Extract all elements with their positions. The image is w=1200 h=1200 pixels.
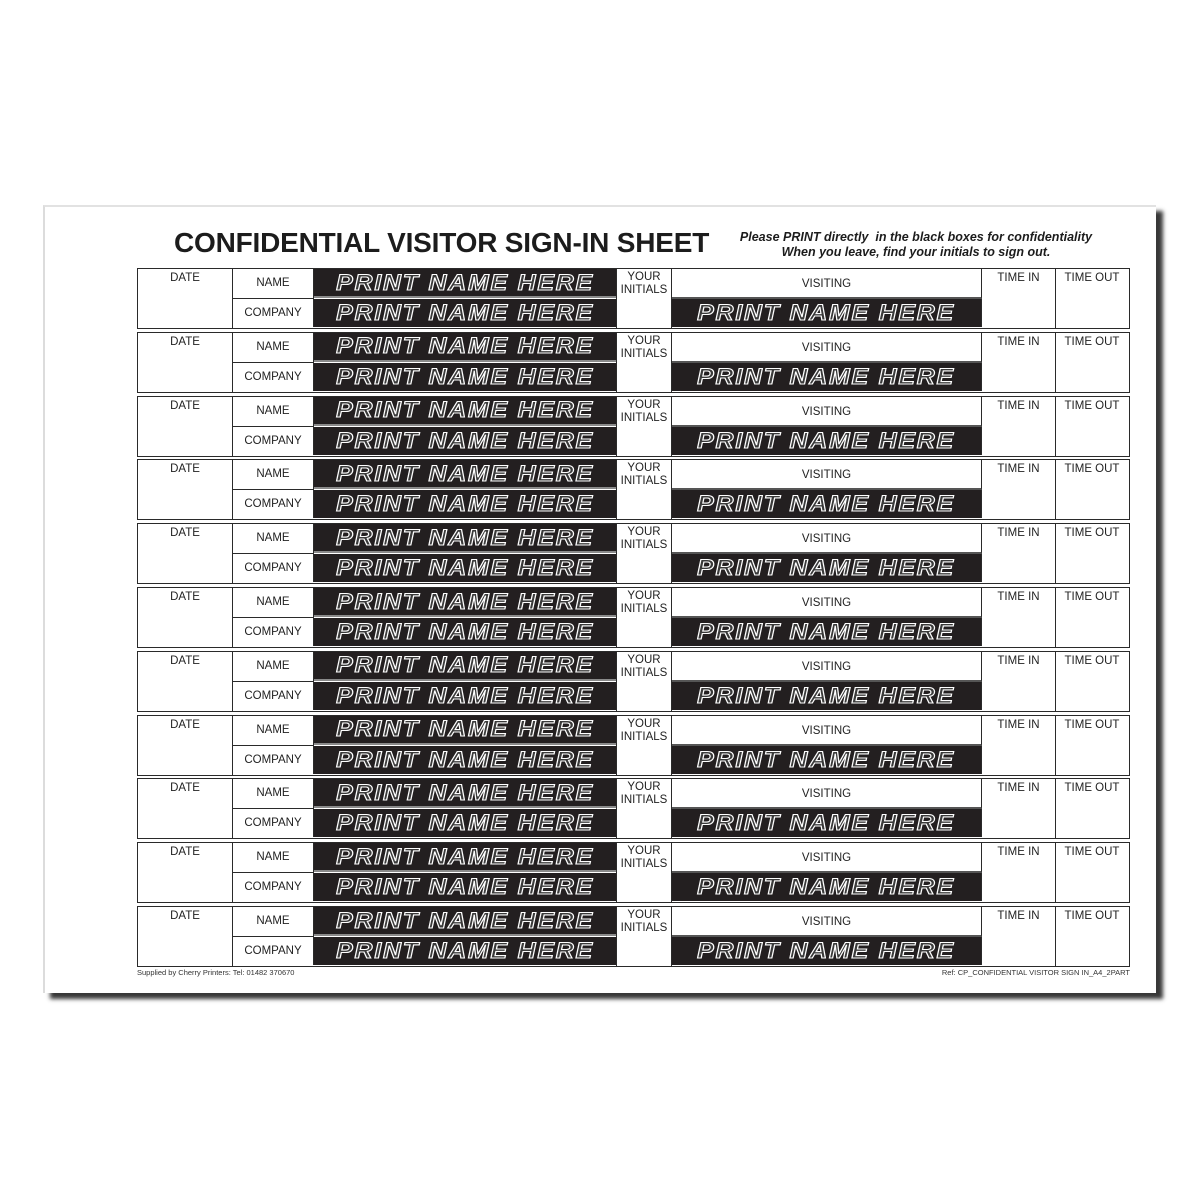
name-input-box[interactable] (314, 779, 616, 808)
time-out-label: TIME OUT (1064, 718, 1120, 731)
date-field[interactable] (138, 907, 233, 966)
initials-field[interactable] (616, 779, 672, 838)
name-label: NAME (233, 588, 314, 618)
visiting-input-box[interactable] (672, 427, 982, 455)
initials-label-line-2: INITIALS (620, 284, 668, 296)
company-input-box[interactable] (314, 937, 616, 965)
initials-label-line-1: YOUR (627, 717, 661, 730)
time-in-label: TIME IN (997, 846, 1040, 859)
time-in-label: TIME IN (997, 591, 1040, 603)
date-field[interactable] (138, 652, 233, 711)
initials-field[interactable] (616, 397, 672, 456)
time-out-field[interactable] (1056, 588, 1128, 647)
company-input-box[interactable] (314, 490, 616, 518)
initials-label-line-1: YOUR (627, 462, 661, 475)
visiting-input-box[interactable] (672, 809, 982, 837)
initials-field[interactable] (616, 652, 672, 711)
initials-label-line-2: INITIALS (620, 858, 668, 871)
company-input-box[interactable] (314, 299, 616, 327)
company-box-placeholder: PRINT NAME HERE (336, 555, 594, 581)
initials-label-line-2: INITIALS (620, 922, 668, 934)
name-box-placeholder: PRINT NAME HERE (336, 907, 594, 933)
visiting-box-placeholder: PRINT NAME HERE (697, 491, 956, 517)
visiting-label: VISITING (672, 397, 982, 427)
company-box-placeholder: PRINT NAME HERE (336, 810, 594, 836)
initials-label-line-1: YOUR (627, 653, 661, 666)
visiting-label: VISITING (672, 333, 982, 363)
visiting-input-box[interactable] (672, 682, 982, 710)
company-input-box[interactable] (314, 554, 616, 582)
visiting-box-placeholder: PRINT NAME HERE (697, 746, 956, 772)
time-out-label: TIME OUT (1064, 591, 1120, 603)
initials-label-line-2: INITIALS (620, 347, 668, 360)
date-field[interactable] (138, 269, 233, 328)
initials-label-line-2: INITIALS (620, 730, 668, 743)
initials-label-line-2: INITIALS (620, 603, 668, 615)
date-field[interactable] (138, 716, 233, 775)
visiting-box-placeholder: PRINT NAME HERE (697, 555, 956, 581)
company-label: COMPANY (233, 937, 314, 965)
visiting-label: VISITING (672, 269, 982, 299)
initials-label-line-1: YOUR (627, 398, 661, 411)
visiting-label: VISITING (672, 460, 982, 490)
time-in-label: TIME IN (997, 718, 1040, 731)
company-label: COMPANY (233, 809, 314, 837)
date-label: DATE (170, 782, 200, 795)
time-in-label: TIME IN (997, 654, 1040, 667)
name-label: NAME (233, 843, 314, 873)
sign-in-row (137, 715, 1130, 776)
name-input-box[interactable] (314, 397, 616, 426)
instructions (700, 230, 1132, 260)
date-field[interactable] (138, 588, 233, 647)
time-out-label: TIME OUT (1064, 910, 1120, 922)
visiting-box-placeholder: PRINT NAME HERE (697, 810, 956, 836)
time-in-field[interactable] (982, 779, 1056, 838)
company-input-box[interactable] (314, 682, 616, 710)
name-box-placeholder: PRINT NAME HERE (336, 716, 594, 742)
date-label: DATE (170, 272, 200, 284)
name-box-placeholder: PRINT NAME HERE (336, 460, 594, 486)
name-input-box[interactable] (314, 524, 616, 553)
time-out-label: TIME OUT (1064, 463, 1120, 476)
company-input-box[interactable] (314, 746, 616, 774)
initials-field[interactable] (616, 269, 672, 328)
company-input-box[interactable] (314, 618, 616, 646)
initials-field[interactable] (616, 333, 672, 392)
visiting-input-box[interactable] (672, 363, 982, 391)
company-label: COMPANY (233, 873, 314, 901)
date-label: DATE (170, 335, 200, 348)
name-input-box[interactable] (314, 907, 616, 936)
company-box-placeholder: PRINT NAME HERE (336, 427, 594, 453)
company-label: COMPANY (233, 427, 314, 455)
company-box-placeholder: PRINT NAME HERE (336, 363, 594, 389)
visiting-label: VISITING (672, 843, 982, 873)
time-out-label: TIME OUT (1064, 272, 1120, 284)
time-in-field[interactable] (982, 652, 1056, 711)
time-in-label: TIME IN (997, 335, 1040, 348)
company-box-placeholder: PRINT NAME HERE (336, 491, 594, 517)
name-input-box[interactable] (314, 843, 616, 872)
initials-field[interactable] (616, 716, 672, 775)
time-out-label: TIME OUT (1064, 654, 1120, 667)
visiting-label: VISITING (672, 716, 982, 746)
company-label: COMPANY (233, 363, 314, 391)
company-input-box[interactable] (314, 873, 616, 901)
initials-label-line-1: YOUR (627, 271, 661, 283)
time-in-label: TIME IN (997, 272, 1040, 284)
name-input-box[interactable] (314, 652, 616, 681)
date-label: DATE (170, 463, 200, 476)
initials-label-line-2: INITIALS (620, 794, 668, 807)
time-out-label: TIME OUT (1064, 399, 1120, 412)
name-input-box[interactable] (314, 588, 616, 617)
time-out-field[interactable] (1056, 716, 1128, 775)
sign-in-row (137, 778, 1130, 839)
name-label: NAME (233, 397, 314, 427)
date-label: DATE (170, 399, 200, 412)
name-box-placeholder: PRINT NAME HERE (336, 333, 594, 359)
date-field[interactable] (138, 460, 233, 519)
sign-in-row (137, 459, 1130, 520)
name-input-box[interactable] (314, 333, 616, 362)
page-title: CONFIDENTIAL VISITOR SIGN-IN SHEET (174, 227, 710, 258)
time-out-field[interactable] (1056, 779, 1128, 838)
initials-label-line-2: INITIALS (620, 411, 668, 424)
company-box-placeholder: PRINT NAME HERE (336, 619, 594, 644)
sign-in-row (137, 396, 1130, 457)
name-label: NAME (233, 269, 314, 299)
name-box-placeholder: PRINT NAME HERE (336, 397, 594, 423)
name-label: NAME (233, 652, 314, 682)
visiting-label: VISITING (672, 907, 982, 937)
time-in-field[interactable] (982, 333, 1056, 392)
name-input-box[interactable] (314, 716, 616, 745)
time-in-label: TIME IN (997, 782, 1040, 795)
company-box-placeholder: PRINT NAME HERE (336, 938, 594, 963)
name-box-placeholder: PRINT NAME HERE (336, 652, 594, 678)
time-in-label: TIME IN (997, 463, 1040, 476)
visiting-box-placeholder: PRINT NAME HERE (697, 619, 956, 644)
name-label: NAME (233, 333, 314, 363)
date-field[interactable] (138, 333, 233, 392)
name-box-placeholder: PRINT NAME HERE (336, 269, 594, 295)
initials-label-line-1: YOUR (627, 781, 661, 794)
sign-in-row (137, 332, 1130, 393)
visiting-box-placeholder: PRINT NAME HERE (697, 427, 956, 453)
time-in-label: TIME IN (997, 399, 1040, 412)
date-label: DATE (170, 527, 200, 540)
time-out-field[interactable] (1056, 907, 1128, 966)
company-box-placeholder: PRINT NAME HERE (336, 682, 594, 708)
reference-footer: Ref: CP_CONFIDENTIAL VISITOR SIGN IN_A4_2PART (941, 968, 1130, 977)
time-out-field[interactable] (1056, 460, 1128, 519)
visiting-label: VISITING (672, 652, 982, 682)
time-in-field[interactable] (982, 269, 1056, 328)
sign-in-row (137, 523, 1130, 584)
time-out-label: TIME OUT (1064, 846, 1120, 859)
company-label: COMPANY (233, 746, 314, 774)
time-in-field[interactable] (982, 524, 1056, 583)
initials-field[interactable] (616, 460, 672, 519)
visiting-label: VISITING (672, 779, 982, 809)
date-label: DATE (170, 591, 200, 603)
visiting-input-box[interactable] (672, 490, 982, 518)
name-box-placeholder: PRINT NAME HERE (336, 524, 594, 550)
initials-label-line-1: YOUR (627, 909, 661, 921)
time-in-field[interactable] (982, 716, 1056, 775)
visiting-input-box[interactable] (672, 746, 982, 774)
company-label: COMPANY (233, 554, 314, 582)
visiting-input-box[interactable] (672, 618, 982, 646)
visiting-label: VISITING (672, 524, 982, 554)
company-box-placeholder: PRINT NAME HERE (336, 300, 594, 325)
initials-label-line-2: INITIALS (620, 539, 668, 552)
date-field[interactable] (138, 843, 233, 902)
visiting-input-box[interactable] (672, 299, 982, 327)
company-label: COMPANY (233, 682, 314, 710)
sign-in-row (137, 587, 1130, 648)
time-in-label: TIME IN (997, 910, 1040, 922)
company-input-box[interactable] (314, 427, 616, 455)
sign-in-row (137, 842, 1130, 903)
time-out-label: TIME OUT (1064, 527, 1120, 540)
time-in-field[interactable] (982, 907, 1056, 966)
date-field[interactable] (138, 524, 233, 583)
name-label: NAME (233, 716, 314, 746)
company-label: COMPANY (233, 490, 314, 518)
sign-in-row (137, 651, 1130, 712)
name-label: NAME (233, 460, 314, 490)
date-field[interactable] (138, 779, 233, 838)
sign-in-row (137, 906, 1130, 967)
visiting-box-placeholder: PRINT NAME HERE (697, 300, 956, 325)
initials-field[interactable] (616, 524, 672, 583)
initials-field[interactable] (616, 907, 672, 966)
instruction-line-1: Please PRINT directly in the black boxes for confidentiality (739, 230, 1093, 244)
time-in-label: TIME IN (997, 527, 1040, 540)
supplier-footer: Supplied by Cherry Printers: Tel: 01482 370670 (137, 968, 295, 977)
initials-label-line-1: YOUR (627, 334, 661, 347)
name-label: NAME (233, 907, 314, 937)
visiting-box-placeholder: PRINT NAME HERE (697, 682, 956, 708)
name-input-box[interactable] (314, 269, 616, 298)
time-out-field[interactable] (1056, 269, 1128, 328)
sign-in-row (137, 268, 1130, 329)
date-label: DATE (170, 654, 200, 667)
time-out-field[interactable] (1056, 652, 1128, 711)
visiting-box-placeholder: PRINT NAME HERE (697, 938, 956, 963)
company-input-box[interactable] (314, 363, 616, 391)
time-out-label: TIME OUT (1064, 335, 1120, 348)
name-input-box[interactable] (314, 460, 616, 489)
time-in-field[interactable] (982, 397, 1056, 456)
visiting-input-box[interactable] (672, 554, 982, 582)
visiting-label: VISITING (672, 588, 982, 618)
initials-label-line-2: INITIALS (620, 666, 668, 679)
visiting-input-box[interactable] (672, 873, 982, 901)
time-in-field[interactable] (982, 843, 1056, 902)
company-label: COMPANY (233, 299, 314, 327)
date-label: DATE (170, 718, 200, 731)
company-box-placeholder: PRINT NAME HERE (336, 746, 594, 772)
initials-label-line-2: INITIALS (620, 475, 668, 488)
company-input-box[interactable] (314, 809, 616, 837)
time-out-field[interactable] (1056, 397, 1128, 456)
date-field[interactable] (138, 397, 233, 456)
initials-label-line-1: YOUR (627, 590, 661, 602)
initials-field[interactable] (616, 843, 672, 902)
time-out-label: TIME OUT (1064, 782, 1120, 795)
initials-label-line-1: YOUR (627, 526, 661, 539)
time-in-field[interactable] (982, 588, 1056, 647)
visiting-box-placeholder: PRINT NAME HERE (697, 874, 956, 900)
name-box-placeholder: PRINT NAME HERE (336, 843, 594, 869)
company-label: COMPANY (233, 618, 314, 646)
visiting-box-placeholder: PRINT NAME HERE (697, 363, 956, 389)
visiting-input-box[interactable] (672, 937, 982, 965)
instruction-line-2: When you leave, find your initials to sign out. (781, 245, 1051, 259)
name-box-placeholder: PRINT NAME HERE (336, 588, 594, 614)
initials-label-line-1: YOUR (627, 845, 661, 858)
name-label: NAME (233, 524, 314, 554)
date-label: DATE (170, 910, 200, 922)
time-out-field[interactable] (1056, 333, 1128, 392)
time-in-field[interactable] (982, 460, 1056, 519)
company-box-placeholder: PRINT NAME HERE (336, 874, 594, 900)
time-out-field[interactable] (1056, 524, 1128, 583)
initials-field[interactable] (616, 588, 672, 647)
date-label: DATE (170, 846, 200, 859)
name-box-placeholder: PRINT NAME HERE (336, 779, 594, 805)
time-out-field[interactable] (1056, 843, 1128, 902)
name-label: NAME (233, 779, 314, 809)
